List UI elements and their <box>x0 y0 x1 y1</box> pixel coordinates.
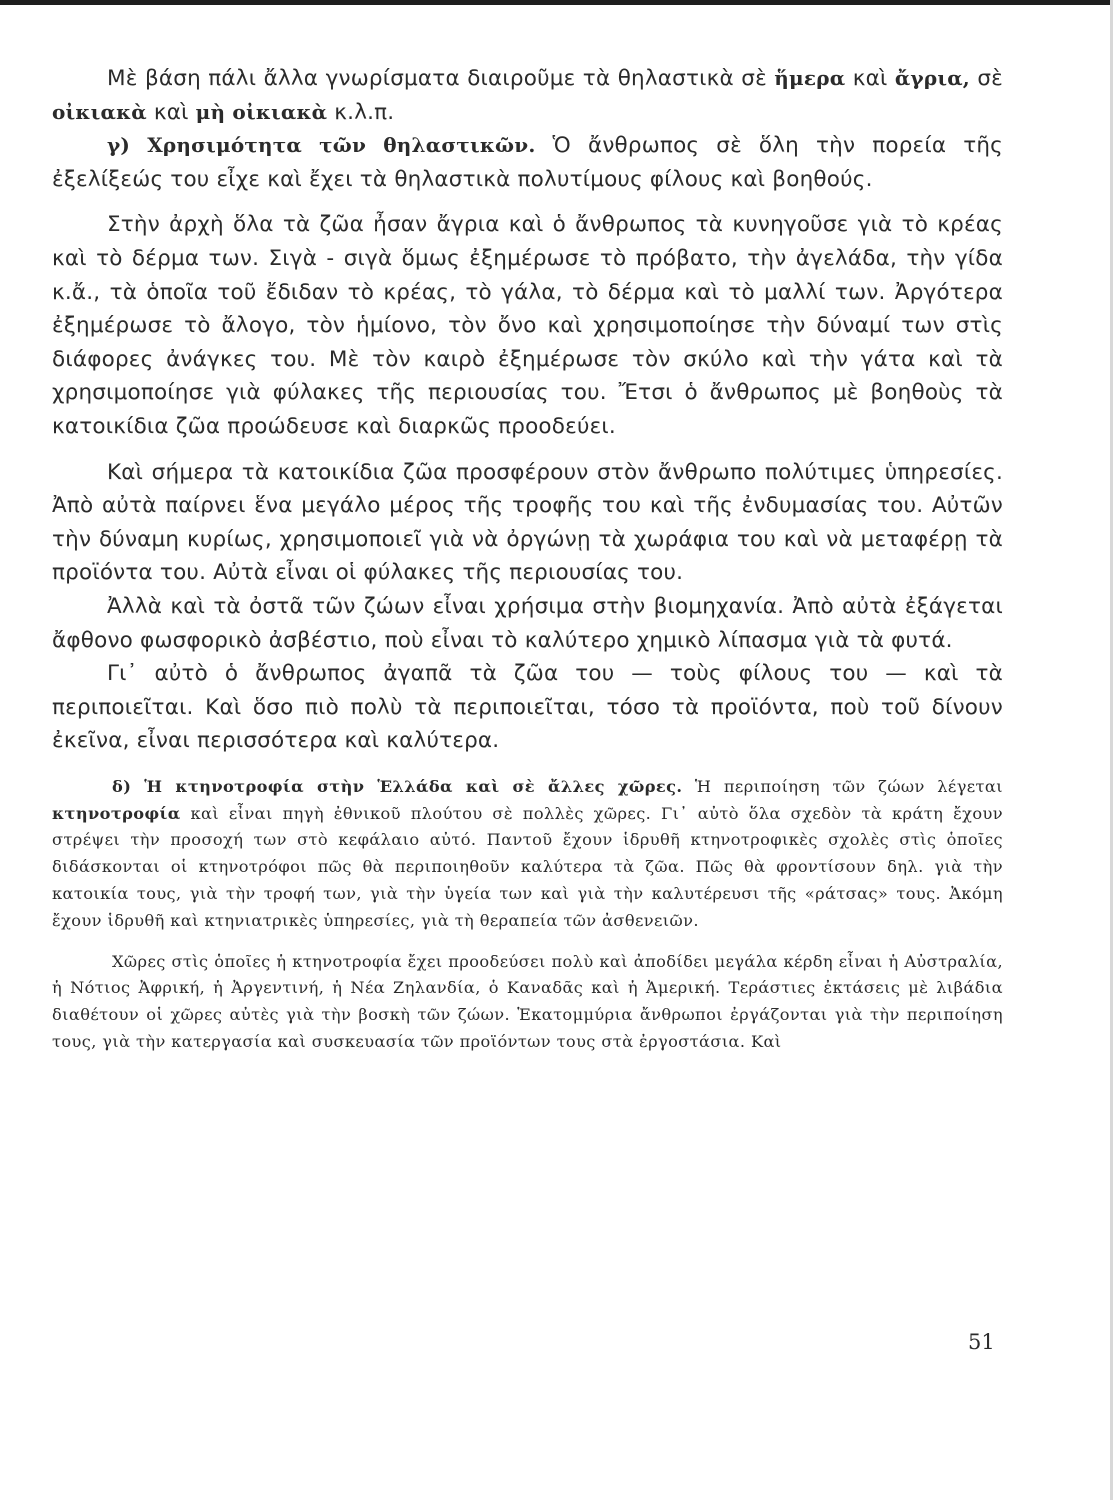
paragraph-bones: Ἀλλὰ καὶ τὰ ὀστᾶ τῶν ζώων εἶναι χρήσιμα στὴν βιομηχανία. Ἀπὸ αὐτὰ ἐξάγεται ἄφθονο φωσφορικὸ ἀσβέστιο, ποὺ εἶναι τὸ καλύτερο χημικὸ λίπασμα γιὰ τὰ φυτά. <box>52 593 1003 653</box>
paragraph-services: Καὶ σήμερα τὰ κατοικίδια ζῶα προσφέρουν στὸν ἄνθρωπο πολύτιμες ὑπηρεσίες. Ἀπὸ αὐτὰ παίρνει ἕνα μεγάλο μέρος τῆς τροφῆς του καὶ τῆς ἐνδυμασίας του. Αὐτῶν τὴν δύναμη κυρίως, χρησιμοποιεῖ γιὰ νὰ ὀργώνῃ τὰ χωράφια του καὶ νὰ μεταφέρῃ τὰ προϊόντα του. Αὐτὰ εἶναι οἱ φύλακες τῆς περιουσίας του. <box>52 459 1003 586</box>
paragraph-domestication: Στὴν ἀρχὴ ὅλα τὰ ζῶα ἦσαν ἄγρια καὶ ὁ ἄνθρωπος τὰ κυνηγοῦσε γιὰ τὸ κρέας καὶ τὸ δέρμα των. Σιγὰ - σιγὰ ὅμως ἐξημέρωσε τὸ πρόβατο, τὴν ἀγελάδα, τὴν γίδα κ.ἄ., τὰ ὁποῖα τοῦ ἔδιδαν τὸ κρέας, τὸ γάλα, τὸ δέρμα καὶ τὸ μαλλί των. Ἀργότερα ἐξημέρωσε τὸ ἄλογο, τὸν ἡμίονο, τὸν ὄνο καὶ χρησιμοποίησε τὴν δύναμί των στὶς διάφορες ἀνάγκες του. Μὲ τὸν καιρὸ ἐξημέρωσε τὸν σκύλο καὶ τὴν γάτα καὶ τὰ χρησιμοποίησε γιὰ φύλακες τῆς περιουσίας του. Ἔτσι ὁ ἄνθρωπος μὲ βοηθοὺς τὰ κατοικίδια ζῶα προώδευσε καὶ διαρκῶς προοδεύει. <box>52 212 1003 439</box>
small-print-section <box>52 774 1003 1056</box>
page-number: 51 <box>968 1330 995 1354</box>
paragraph-livestock-countries: Χῶρες στὶς ὁποῖες ἡ κτηνοτροφία ἔχει προοδεύσει πολὺ καὶ ἀποδίδει μεγάλα κέρδη εἶναι ἡ Αὐστραλία, ἡ Νότιος Ἀφρική, ἡ Ἀργεντινή, ἡ Νέα Ζηλανδία, ὁ Καναδᾶς καὶ ἡ Ἀμερική. Τεράστιες ἐκτάσεις μὲ λιβάδια διαθέτουν οἱ χῶρες αὐτὲς γιὰ τὴν βοσκὴ τῶν ζώων. Ἑκατομμύρια ἄνθρωποι ἐργάζονται γιὰ τὴν περιποίηση τους, γιὰ τὴν κατεργασία καὶ συσκευασία τῶν προϊόντων τους στὰ ἐργοστάσια. Καὶ <box>52 951 1003 1052</box>
p1-lead: Μὲ βάση πάλι ἄλλα γνωρίσματα διαιροῦμε τὰ θηλαστικὰ σὲ <box>107 66 775 91</box>
p1-connector-2: σὲ <box>969 66 1004 91</box>
term-tame: ἥμερα <box>774 66 846 90</box>
term-domestic: οἰκιακὰ <box>52 99 147 124</box>
p1-tail: κ.λ.π. <box>327 99 395 125</box>
term-non-domestic: μὴ οἰκιακὰ <box>195 99 328 124</box>
paragraph-care: Γι᾿ αὐτὸ ὁ ἄνθρωπος ἀγαπᾶ τὰ ζῶα του — τοὺς φίλους του — καὶ τὰ περιποιεῖται. Καὶ ὅσο πιὸ πολὺ τὰ περιποιεῖται, τόσο τὰ προϊόντα, ποὺ τοῦ δίνουν ἐκεῖνα, εἶναι περισσότερα καὶ καλύτερα. <box>52 661 1003 754</box>
term-wild: ἄγρια, <box>894 66 970 90</box>
paragraph-livestock-greece <box>52 774 1003 935</box>
s1-body: καὶ εἶναι πηγὴ ἐθνικοῦ πλούτου σὲ πολλὲς χῶρες. Γι᾿ αὐτὸ ὅλα σχεδὸν τὰ κράτη ἔχουν στρέψει τὴν προσοχή των στὸ κεφάλαιο αὐτό. Παντοῦ ἔχουν ἱδρυθῆ κτηνοτροφικὲς σχολὲς στὶς ὁποῖες διδάσκονται οἱ κτηνοτρόφοι πῶς θὰ περιποιηθοῦν καλύτερα τὰ ζῶα. Πῶς θὰ φροντίσουν δηλ. γιὰ τὴν κατοικία τους, γιὰ τὴν τροφή των, γιὰ τὴν ὑγεία των καὶ γιὰ τὴν καλυτέρευσι τῆς «ράτσας» τους. Ἀκόμη ἔχουν ἱδρυθῆ καὶ κτηνιατρικὲς ὑπηρεσίες, γιὰ τὴ θεραπεία τῶν ἀσθενειῶν. <box>52 803 1003 930</box>
page-text <box>52 62 1003 1056</box>
section-heading-delta: δ) Ἡ κτηνοτροφία στὴν Ἑλλάδα καὶ σὲ ἄλλες χῶρες. <box>112 776 683 796</box>
scan-edge-top <box>0 0 1113 5</box>
paragraph-classification <box>52 62 1003 129</box>
p1-connector-1: καὶ <box>845 66 895 91</box>
s1-lead: Ἡ περιποίηση τῶν ζώων λέγεται <box>682 776 1003 796</box>
p1-connector-3: καὶ <box>146 99 196 125</box>
paragraph-usefulness <box>52 129 1003 196</box>
term-livestock: κτηνοτροφία <box>52 803 181 823</box>
p2-body: Ὁ ἄνθρωπος σὲ ὅλη τὴν πορεία τῆς ἐξελίξεώς του εἶχε καὶ ἔχει τὰ θηλαστικὰ πολυτίμους φίλους καὶ βοηθούς. <box>52 133 1003 192</box>
section-heading-gamma: γ) Χρησιμότητα τῶν θηλαστικῶν. <box>107 133 536 158</box>
